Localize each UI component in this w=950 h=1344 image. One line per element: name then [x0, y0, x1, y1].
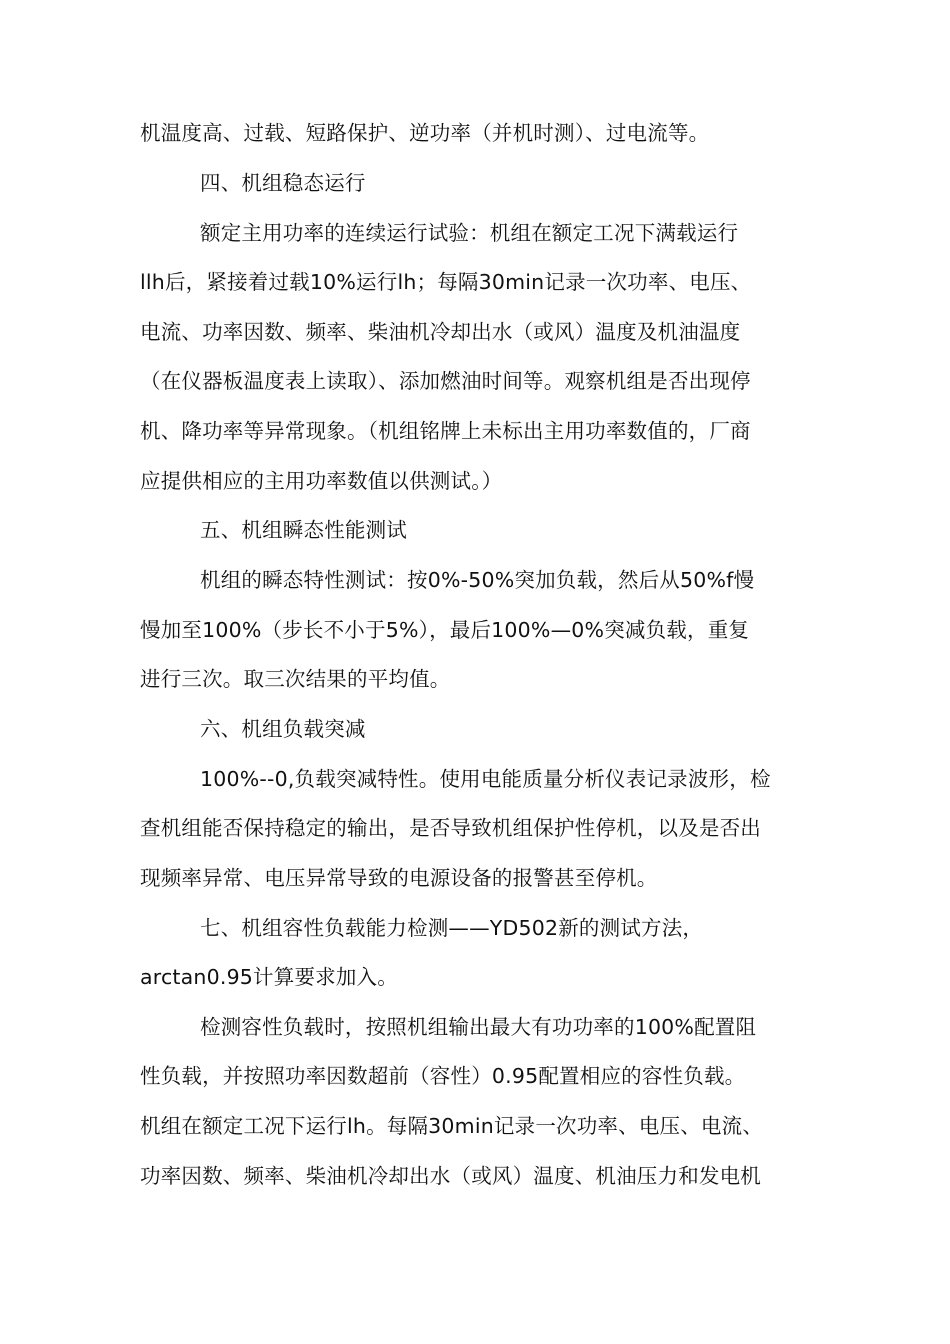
- text-line: 机温度高、过载、短路保护、逆功率（并机时测）、过电流等。: [140, 121, 710, 145]
- text-line: 额定主用功率的连续运行试验：机组在额定工况下满载运行: [200, 221, 739, 245]
- section-heading: 六、机组负载突减: [200, 717, 366, 741]
- section-heading: 七、机组容性负载能力检测——YD502新的测试方法，: [200, 916, 704, 940]
- text-line: 应提供相应的主用功率数值以供测试。）: [140, 469, 503, 493]
- section-heading: 五、机组瞬态性能测试: [200, 518, 407, 542]
- text-line: 电流、功率因数、频率、柴油机冷却出水（或风）温度及机油温度: [140, 320, 741, 344]
- text-line: 机、降功率等异常现象。（机组铭牌上未标出主用功率数值的，厂商: [140, 419, 751, 443]
- text-line: （在仪器板温度表上读取）、添加燃油时间等。观察机组是否出现停: [140, 369, 751, 393]
- text-line: arctan0.95计算要求加入。: [140, 965, 398, 989]
- section-heading: 四、机组稳态运行: [200, 171, 366, 195]
- text-line: 慢加至100%（步长不小于5%），最后100%—0%突减负载，重复: [140, 618, 750, 642]
- text-line: 功率因数、频率、柴油机冷却出水（或风）温度、机油压力和发电机: [140, 1164, 761, 1188]
- text-line: 现频率异常、电压异常导致的电源设备的报警甚至停机。: [140, 866, 658, 890]
- text-line: 进行三次。取三次结果的平均值。: [140, 667, 451, 691]
- text-line: 查机组能否保持稳定的输出，是否导致机组保护性停机，以及是否出: [140, 816, 761, 840]
- text-line: 检测容性负载时，按照机组输出最大有功功率的100%配置阻: [200, 1015, 757, 1039]
- text-line: 性负载，并按照功率因数超前（容性）0.95配置相应的容性负载。: [140, 1064, 746, 1088]
- text-line: llh后，紧接着过载10%运行lh；每隔30min记录一次功率、电压、: [140, 270, 752, 294]
- text-line: 100%--0,负载突减特性。使用电能质量分析仪表记录波形，检: [200, 767, 771, 791]
- text-line: 机组在额定工况下运行lh。每隔30min记录一次功率、电压、电流、: [140, 1114, 764, 1138]
- text-line: 机组的瞬态特性测试：按0%-50%突加负载，然后从50%f慢: [200, 568, 755, 592]
